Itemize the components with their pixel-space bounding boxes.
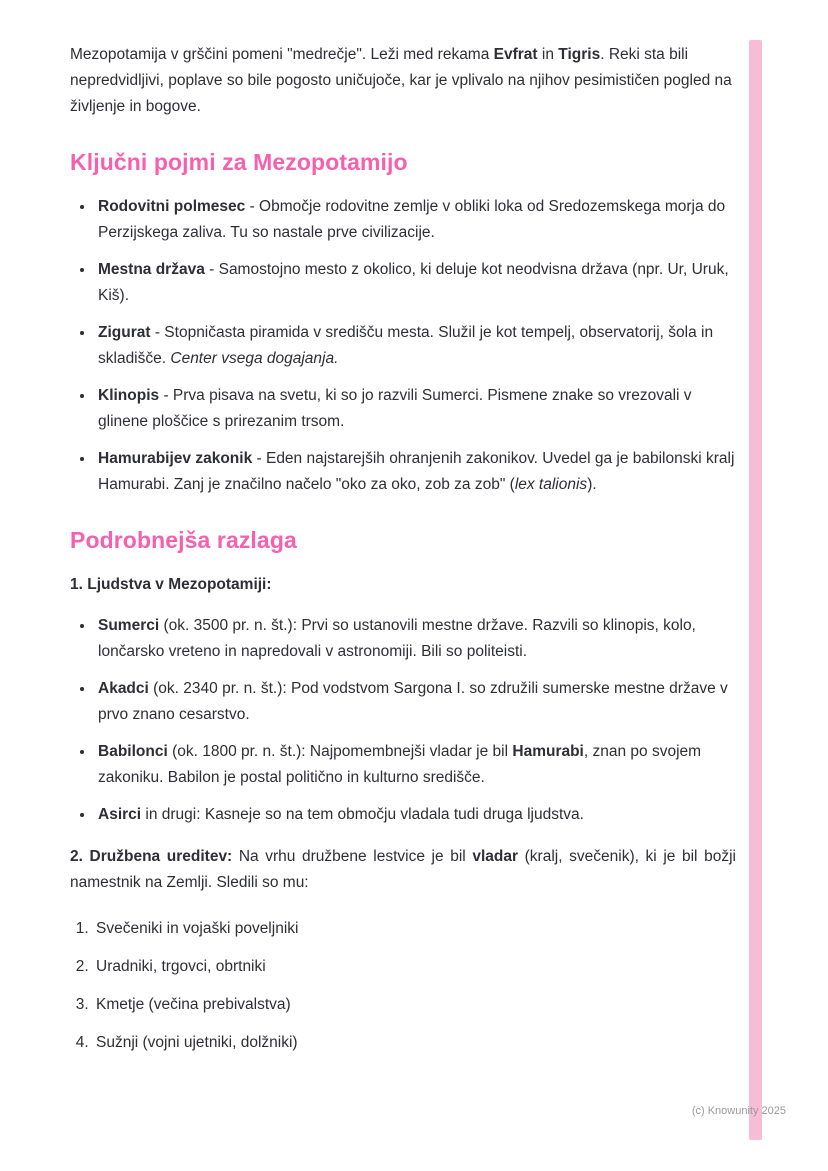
- text-run: - Prva pisava na svetu, ki so jo razvili Sumerci. Pismene znake so vrezovali v glinene ploščice s prirezanim trsom.: [98, 387, 692, 430]
- text-run: - Eden najstarejših ohranjenih zakonikov. Uvedel ga je babilonski kralj Hamurabi. Zanj je značilno načelo "oko za oko, zob za zob" (: [98, 450, 735, 493]
- bullet-item: [95, 320, 736, 372]
- copyright-footer: (c) Knowunity 2025: [691, 1105, 786, 1117]
- bullet-item: [95, 613, 736, 665]
- bold-text: 2. Družbena ureditev:: [70, 848, 233, 865]
- paragraph: [70, 572, 736, 598]
- bullet-item: [95, 446, 736, 498]
- bold-text: Babilonci: [98, 743, 168, 760]
- bullet-list: [70, 194, 736, 498]
- text-run: Mezopotamija v grščini pomeni "medrečje". Leži med rekama: [70, 46, 494, 63]
- bullet-item: [95, 194, 736, 246]
- text-run: Na vrhu družbene lestvice je bil: [232, 848, 473, 865]
- text-run: (kralj, svečenik), ki je bil božji namestnik na Zemlji. Sledili so mu:: [70, 848, 736, 891]
- numbered-item: 2. Uradniki, trgovci, obrtniki: [93, 954, 736, 980]
- numbered-item: 3. Kmetje (večina prebivalstva): [93, 992, 736, 1018]
- text-run: - Območje rodovitne zemlje v obliki loka od Sredozemskega morja do Perzijskega zaliva. Tu so nastale prve civilizacije.: [98, 198, 726, 241]
- bold-text: Zigurat: [98, 324, 151, 341]
- section-heading: Podrobnejša razlaga: [70, 527, 297, 553]
- document-content: [70, 42, 736, 1072]
- bold-text: 1. Ljudstva v Mezopotamiji:: [70, 576, 272, 593]
- numbered-item: 4. Sužnji (vojni ujetniki, dolžniki): [93, 1030, 736, 1056]
- numbered-list: [70, 916, 736, 1056]
- text-run: - Stopničasta piramida v središču mesta. Služil je kot tempelj, observatorij, šola in skladišče.: [98, 324, 714, 367]
- text-run: in: [537, 46, 559, 63]
- bold-text: Evfrat: [493, 46, 538, 63]
- text-run: - Samostojno mesto z okolico, ki deluje kot neodvisna država (npr. Ur, Uruk, Kiš).: [98, 261, 729, 304]
- text-run: in drugi: Kasneje so na tem območju vladala tudi druga ljudstva.: [141, 806, 584, 823]
- page-edge-stripe: [749, 40, 762, 1140]
- section-heading: Ključni pojmi za Mezopotamijo: [70, 149, 408, 175]
- paragraph: [70, 42, 736, 120]
- text-run: (ok. 3500 pr. n. št.): Prvi so ustanovili mestne države. Razvili so klinopis, kolo, lončarsko vreteno in napredovali v astronomiji. Bili so politeisti.: [98, 617, 696, 660]
- bullet-item: [95, 676, 736, 728]
- italic-text: lex talionis: [514, 476, 588, 493]
- numbered-item: 1. Svečeniki in vojaški poveljniki: [93, 916, 736, 942]
- bold-text: Sumerci: [98, 617, 160, 634]
- bold-text: Asirci: [98, 806, 142, 823]
- bullet-item: [95, 739, 736, 791]
- bold-text: Klinopis: [98, 387, 160, 404]
- bold-text: Rodovitni polmesec: [98, 198, 246, 215]
- text-run: . Reki sta bili nepredvidljivi, poplave so bile pogosto uničujoče, kar je vplivalo na njihov pesimističen pogled na življenje in bogove.: [70, 46, 732, 115]
- bold-text: vladar: [472, 848, 519, 865]
- bold-text: Mestna država: [98, 261, 205, 278]
- bold-text: Tigris: [558, 46, 601, 63]
- bold-text: Hamurabi: [512, 743, 584, 760]
- text-run: ).: [587, 476, 597, 493]
- bullet-item: [95, 383, 736, 435]
- paragraph: [70, 844, 736, 896]
- bullet-item: [95, 802, 736, 828]
- bullet-list: [70, 613, 736, 828]
- bold-text: Akadci: [98, 680, 149, 697]
- bullet-item: [95, 257, 736, 309]
- italic-text: Center vsega dogajanja.: [170, 350, 339, 367]
- text-run: , znan po svojem zakoniku. Babilon je postal politično in kulturno središče.: [98, 743, 702, 786]
- text-run: (ok. 2340 pr. n. št.): Pod vodstvom Sargona I. so združili sumerske mestne države v prvo znano cesarstvo.: [98, 680, 728, 723]
- text-run: (ok. 1800 pr. n. št.): Najpomembnejši vladar je bil: [167, 743, 513, 760]
- bold-text: Hamurabijev zakonik: [98, 450, 253, 467]
